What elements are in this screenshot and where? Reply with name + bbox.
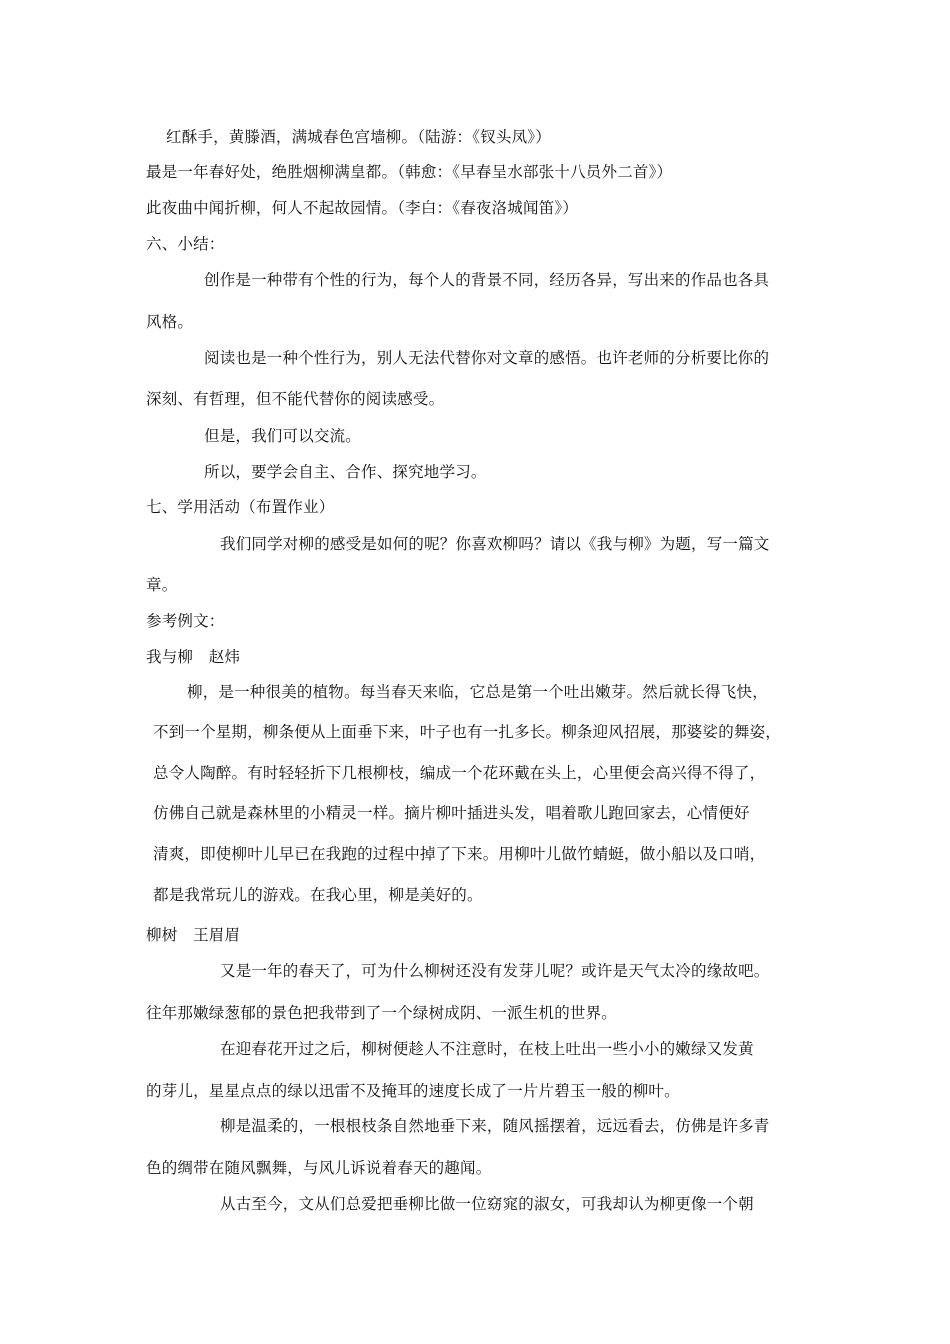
- essay-1-title: 我与柳 赵炜: [146, 648, 241, 666]
- essay-2-line: 从古至今，文从们总爱把垂柳比做一位窈窕的淑女，可我却认为柳更像一个朝: [220, 1195, 754, 1213]
- summary-paragraph-1-line-2: 风格。: [146, 313, 194, 331]
- summary-paragraph-2-line-1: 阅读也是一种个性行为，别人无法代替你对文章的感悟。也许老师的分析要比你的: [204, 349, 770, 367]
- summary-paragraph-4: 所以，要学会自主、合作、探究地学习。: [204, 463, 487, 481]
- essay-2-line: 在迎春花开过之后，柳树便趁人不注意时，在枝上吐出一些小小的嫩绿又发黄: [220, 1040, 754, 1058]
- essay-2-line: 的芽儿，星星点点的绿以迅雷不及掩耳的速度长成了一片片碧玉一般的柳叶。: [146, 1082, 680, 1100]
- essay-1-line: 都是我常玩儿的游戏。在我心里，柳是美好的。: [153, 886, 483, 904]
- essay-2-title: 柳树 王眉眉: [146, 926, 241, 944]
- essay-2-line: 柳是温柔的，一根根枝条自然地垂下来，随风摇摆着，远远看去，仿佛是许多青: [220, 1117, 770, 1135]
- poem-line-3: 此夜曲中闻折柳，何人不起故园情。（李白：《春夜洛城闻笛》）: [146, 199, 579, 217]
- poem-line-1: 红酥手，黄滕酒，满城春色宫墙柳。（陆游：《钗头凤》）: [166, 128, 551, 146]
- essay-2-line: 又是一年的春天了，可为什么柳树还没有发芽儿呢？或许是天气太冷的缘故吧。: [220, 962, 770, 980]
- essay-1-line: 总令人陶醉。有时轻轻折下几根柳枝，编成一个花环戴在头上，心里便会高兴得不得了，: [153, 764, 766, 782]
- essay-1-line: 柳，是一种很美的植物。每当春天来临，它总是第一个吐出嫩芽。然后就长得飞快，: [187, 683, 768, 701]
- summary-heading: 六、小结：: [146, 235, 225, 253]
- essay-2-line: 往年那嫩绿葱郁的景色把我带到了一个绿树成阴、一派生机的世界。: [146, 1004, 618, 1022]
- summary-paragraph-3: 但是，我们可以交流。: [204, 427, 362, 445]
- essay-1-line: 不到一个星期，柳条便从上面垂下来，叶子也有一扎多长。柳条迎风招展，那婆娑的舞姿，: [153, 723, 782, 741]
- essay-1-line: 清爽，即使柳叶儿早已在我跑的过程中掉了下来。用柳叶儿做竹蜻蜓，做小船以及口哨，: [153, 845, 766, 863]
- activity-heading: 七、学用活动（布置作业）: [146, 498, 335, 516]
- summary-paragraph-1-line-1: 创作是一种带有个性的行为，每个人的背景不同，经历各异，写出来的作品也各具: [204, 271, 770, 289]
- activity-line-2: 章。: [146, 576, 178, 594]
- activity-line-1: 我们同学对柳的感受是如何的呢？你喜欢柳吗？请以《我与柳》为题，写一篇文: [220, 535, 770, 553]
- poem-line-2: 最是一年春好处，绝胜烟柳满皇都。（韩愈：《早春呈水部张十八员外二首》）: [146, 163, 673, 181]
- summary-paragraph-2-line-2: 深刻、有哲理，但不能代替你的阅读感受。: [146, 390, 445, 408]
- reference-label: 参考例文：: [146, 612, 225, 630]
- essay-1-line: 仿佛自己就是森林里的小精灵一样。摘片柳叶插进头发，唱着歌儿跑回家去，心情便好: [153, 804, 750, 822]
- essay-2-line: 色的绸带在随风飘舞，与风儿诉说着春天的趣闻。: [146, 1159, 492, 1177]
